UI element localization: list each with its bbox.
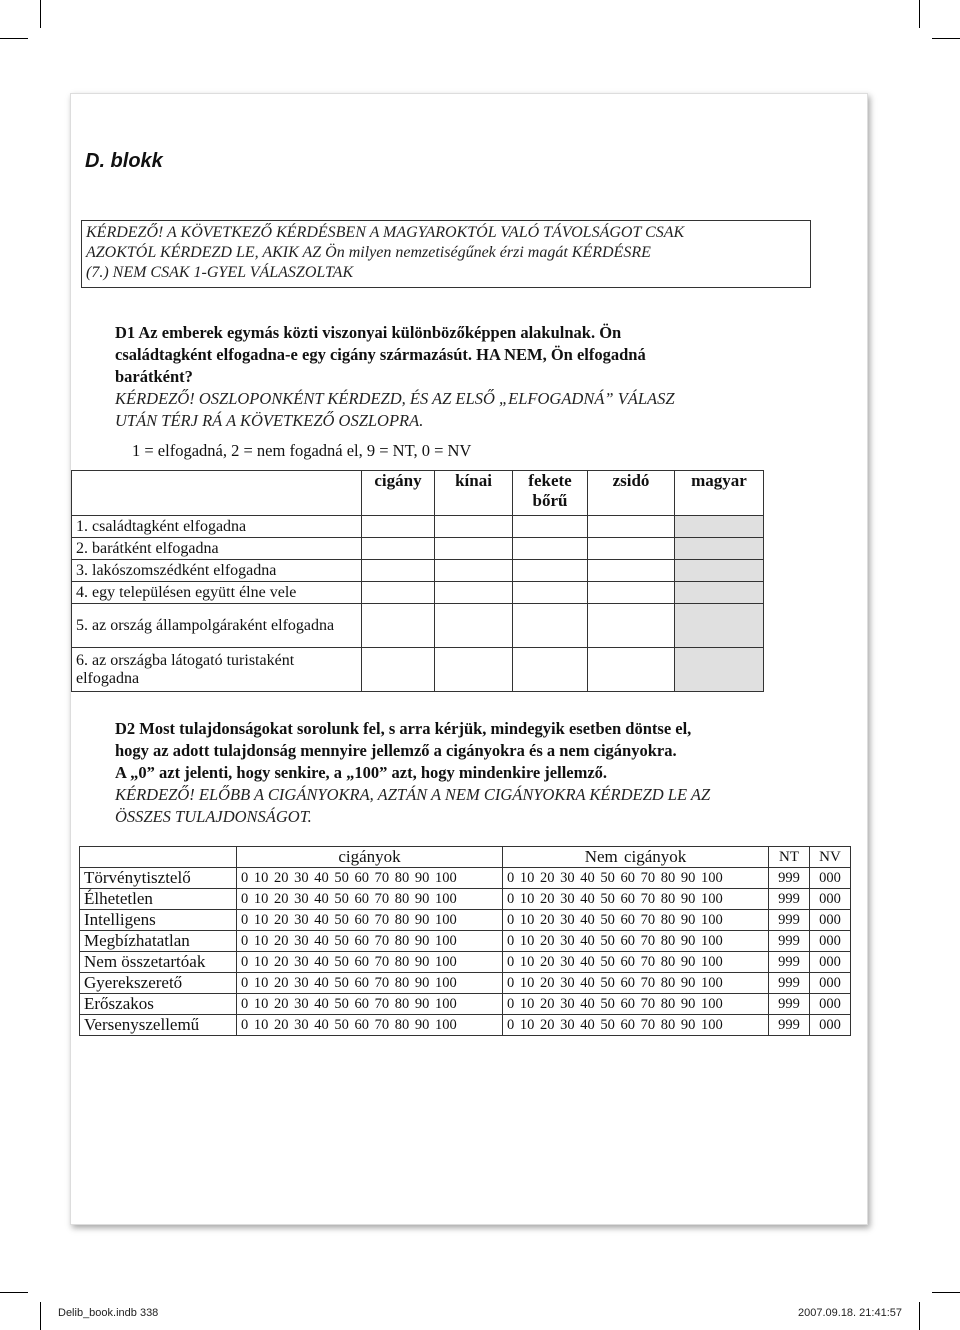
- answer-cell[interactable]: [675, 648, 764, 692]
- answer-codes: 1 = elfogadná, 2 = nem fogadná el, 9 = NT, 0 = NV: [132, 441, 472, 460]
- scale-roma[interactable]: 0 10 20 30 40 50 60 70 80 90 100: [237, 952, 503, 973]
- answer-cell[interactable]: [513, 648, 588, 692]
- row-text: az országba látogató turistaként elfogadna: [76, 651, 295, 687]
- crop-mark: [932, 1292, 960, 1293]
- answer-cell[interactable]: [362, 582, 435, 604]
- column-header: cigány: [362, 471, 435, 516]
- trait-row: [80, 1015, 851, 1036]
- table-row: [72, 604, 764, 648]
- nt-code[interactable]: 999: [769, 952, 810, 973]
- row-label: [72, 560, 362, 582]
- document-page: [70, 93, 868, 1225]
- answer-cell[interactable]: [675, 582, 764, 604]
- scale-nonroma[interactable]: 0 10 20 30 40 50 60 70 80 90 100: [503, 973, 769, 994]
- nv-code[interactable]: 000: [810, 889, 851, 910]
- answer-cell[interactable]: [675, 538, 764, 560]
- acceptance-table: [71, 470, 764, 692]
- table-header-row: [72, 471, 764, 516]
- answer-cell[interactable]: [435, 560, 513, 582]
- nt-code[interactable]: 999: [769, 868, 810, 889]
- answer-cell[interactable]: [513, 582, 588, 604]
- row-label: [72, 582, 362, 604]
- table-row: [72, 582, 764, 604]
- trait-label: Versenyszellemű: [80, 1015, 237, 1036]
- interviewer-note: UTÁN TÉRJ RÁ A KÖVETKEZŐ OSZLOPRA.: [115, 411, 424, 430]
- question-d2: [115, 718, 710, 828]
- trait-row: [80, 931, 851, 952]
- nt-code[interactable]: 999: [769, 931, 810, 952]
- crop-mark: [0, 1292, 28, 1293]
- answer-cell[interactable]: [362, 648, 435, 692]
- table-row: [72, 516, 764, 538]
- answer-cell[interactable]: [513, 516, 588, 538]
- scale-nonroma[interactable]: 0 10 20 30 40 50 60 70 80 90 100: [503, 1015, 769, 1036]
- nv-code[interactable]: 000: [810, 931, 851, 952]
- instruction-line: KÉRDEZŐ! A KÖVETKEZŐ KÉRDÉSBEN A MAGYAROKTÓL VALÓ TÁVOLSÁGOT CSAK: [86, 224, 685, 241]
- answer-cell[interactable]: [675, 516, 764, 538]
- answer-cell[interactable]: [588, 604, 675, 648]
- trait-label: Erőszakos: [80, 994, 237, 1015]
- scale-roma[interactable]: 0 10 20 30 40 50 60 70 80 90 100: [237, 973, 503, 994]
- nt-code[interactable]: 999: [769, 973, 810, 994]
- scale-nonroma[interactable]: 0 10 20 30 40 50 60 70 80 90 100: [503, 868, 769, 889]
- answer-cell[interactable]: [435, 516, 513, 538]
- scale-roma[interactable]: 0 10 20 30 40 50 60 70 80 90 100: [237, 931, 503, 952]
- footer-file-info: Delib_book.indb 338: [58, 1307, 159, 1319]
- crop-mark: [932, 38, 960, 39]
- answer-cell[interactable]: [675, 604, 764, 648]
- row-label: [72, 538, 362, 560]
- row-number: 6.: [76, 651, 88, 669]
- row-text: barátként elfogadna: [92, 539, 219, 557]
- trait-row: [80, 952, 851, 973]
- answer-cell[interactable]: [588, 516, 675, 538]
- scale-nonroma[interactable]: 0 10 20 30 40 50 60 70 80 90 100: [503, 931, 769, 952]
- answer-cell[interactable]: [588, 582, 675, 604]
- nv-code[interactable]: 000: [810, 1015, 851, 1036]
- table-row: [72, 560, 764, 582]
- crop-mark: [40, 0, 41, 28]
- question-text: családtagként elfogadna-e egy cigány származásút. HA NEM, Ön elfogadná: [115, 345, 646, 364]
- answer-cell[interactable]: [435, 604, 513, 648]
- nt-code[interactable]: 999: [769, 889, 810, 910]
- trait-row: [80, 973, 851, 994]
- footer-timestamp: 2007.09.18. 21:41:57: [798, 1307, 902, 1319]
- table-header-row: [80, 847, 851, 868]
- interviewer-note: KÉRDEZŐ! ELŐBB A CIGÁNYOKRA, AZTÁN A NEM CIGÁNYOKRA KÉRDEZD LE AZ: [115, 785, 711, 804]
- trait-label: Nem összetartóak: [80, 952, 237, 973]
- traits-table: [79, 846, 851, 1036]
- question-d1: [115, 322, 675, 462]
- scale-nonroma[interactable]: 0 10 20 30 40 50 60 70 80 90 100: [503, 889, 769, 910]
- row-text: lakószomszédként elfogadna: [92, 561, 277, 579]
- row-text: egy településen együtt élne vele: [92, 583, 297, 601]
- trait-row: [80, 994, 851, 1015]
- answer-cell[interactable]: [435, 582, 513, 604]
- answer-cell[interactable]: [513, 604, 588, 648]
- row-number: 1.: [76, 517, 88, 535]
- question-text: hogy az adott tulajdonság mennyire jellemző a cigányokra és a nem cigányokra.: [115, 741, 677, 760]
- question-text: barátként?: [115, 367, 193, 386]
- row-label: [72, 604, 362, 648]
- column-header-nonroma: Nem cigányok: [503, 847, 769, 868]
- crop-mark: [0, 38, 28, 39]
- scale-roma[interactable]: 0 10 20 30 40 50 60 70 80 90 100: [237, 889, 503, 910]
- block-title: D. blokk: [85, 150, 163, 172]
- question-text: A „0” azt jelenti, hogy senkire, a „100” azt, hogy mindenkire jellemző.: [115, 763, 608, 782]
- crop-mark: [40, 1302, 41, 1330]
- interviewer-note: KÉRDEZŐ! OSZLOPONKÉNT KÉRDEZD, ÉS AZ ELSŐ „ELFOGADNÁ” VÁLASZ: [115, 389, 675, 408]
- row-label: [72, 516, 362, 538]
- crop-mark: [919, 0, 920, 28]
- instruction-line: (7.) NEM CSAK 1-GYEL VÁLASZOLTAK: [86, 264, 354, 281]
- answer-cell[interactable]: [362, 516, 435, 538]
- column-header: zsidó: [588, 471, 675, 516]
- nv-code[interactable]: 000: [810, 910, 851, 931]
- answer-cell[interactable]: [362, 604, 435, 648]
- nt-code[interactable]: 999: [769, 1015, 810, 1036]
- scale-roma[interactable]: 0 10 20 30 40 50 60 70 80 90 100: [237, 994, 503, 1015]
- nt-code[interactable]: 999: [769, 994, 810, 1015]
- column-header-roma: cigányok: [237, 847, 503, 868]
- trait-label: Élhetetlen: [80, 889, 237, 910]
- table-row: [72, 538, 764, 560]
- table-corner: [80, 847, 237, 868]
- answer-cell[interactable]: [435, 648, 513, 692]
- row-text: az ország állampolgáraként elfogadna: [92, 616, 335, 634]
- column-header: kínai: [435, 471, 513, 516]
- scale-roma[interactable]: 0 10 20 30 40 50 60 70 80 90 100: [237, 868, 503, 889]
- trait-row: [80, 889, 851, 910]
- crop-mark: [919, 1302, 920, 1330]
- question-text: D2 Most tulajdonságokat sorolunk fel, s arra kérjük, mindegyik esetben döntse el,: [115, 719, 692, 738]
- row-number: 2.: [76, 539, 88, 557]
- column-header: fekete bőrű: [513, 471, 588, 516]
- nv-code[interactable]: 000: [810, 973, 851, 994]
- row-label: [72, 648, 362, 692]
- interviewer-instruction-box: [81, 220, 811, 288]
- trait-row: [80, 868, 851, 889]
- answer-cell[interactable]: [362, 538, 435, 560]
- column-header-nt: NT: [769, 847, 810, 868]
- answer-cell[interactable]: [362, 560, 435, 582]
- nt-code[interactable]: 999: [769, 910, 810, 931]
- answer-cell[interactable]: [588, 560, 675, 582]
- scale-nonroma[interactable]: 0 10 20 30 40 50 60 70 80 90 100: [503, 910, 769, 931]
- row-number: 5.: [76, 616, 88, 634]
- row-number: 4.: [76, 583, 88, 601]
- trait-label: Törvénytisztelő: [80, 868, 237, 889]
- column-header: magyar: [675, 471, 764, 516]
- trait-label: Intelligens: [80, 910, 237, 931]
- scale-roma[interactable]: 0 10 20 30 40 50 60 70 80 90 100: [237, 910, 503, 931]
- interviewer-note: ÖSSZES TULAJDONSÁGOT.: [115, 807, 312, 826]
- scale-roma[interactable]: 0 10 20 30 40 50 60 70 80 90 100: [237, 1015, 503, 1036]
- nv-code[interactable]: 000: [810, 952, 851, 973]
- table-corner: [72, 471, 362, 516]
- trait-label: Gyerekszerető: [80, 973, 237, 994]
- answer-cell[interactable]: [435, 538, 513, 560]
- answer-cell[interactable]: [675, 560, 764, 582]
- scale-nonroma[interactable]: 0 10 20 30 40 50 60 70 80 90 100: [503, 994, 769, 1015]
- nv-code[interactable]: 000: [810, 994, 851, 1015]
- trait-row: [80, 910, 851, 931]
- column-header-nv: NV: [810, 847, 851, 868]
- trait-label: Megbízhatatlan: [80, 931, 237, 952]
- answer-cell[interactable]: [513, 560, 588, 582]
- answer-cell[interactable]: [588, 648, 675, 692]
- table-row: [72, 648, 764, 692]
- row-text: családtagként elfogadna: [92, 517, 247, 535]
- answer-cell[interactable]: [588, 538, 675, 560]
- question-text: D1 Az emberek egymás közti viszonyai különbözőképpen alakulnak. Ön: [115, 323, 622, 342]
- scale-nonroma[interactable]: 0 10 20 30 40 50 60 70 80 90 100: [503, 952, 769, 973]
- instruction-line: AZOKTÓL KÉRDEZD LE, AKIK AZ Ön milyen nemzetiségűnek érzi magát KÉRDÉSRE: [86, 244, 651, 261]
- answer-cell[interactable]: [513, 538, 588, 560]
- row-number: 3.: [76, 561, 88, 579]
- nv-code[interactable]: 000: [810, 868, 851, 889]
